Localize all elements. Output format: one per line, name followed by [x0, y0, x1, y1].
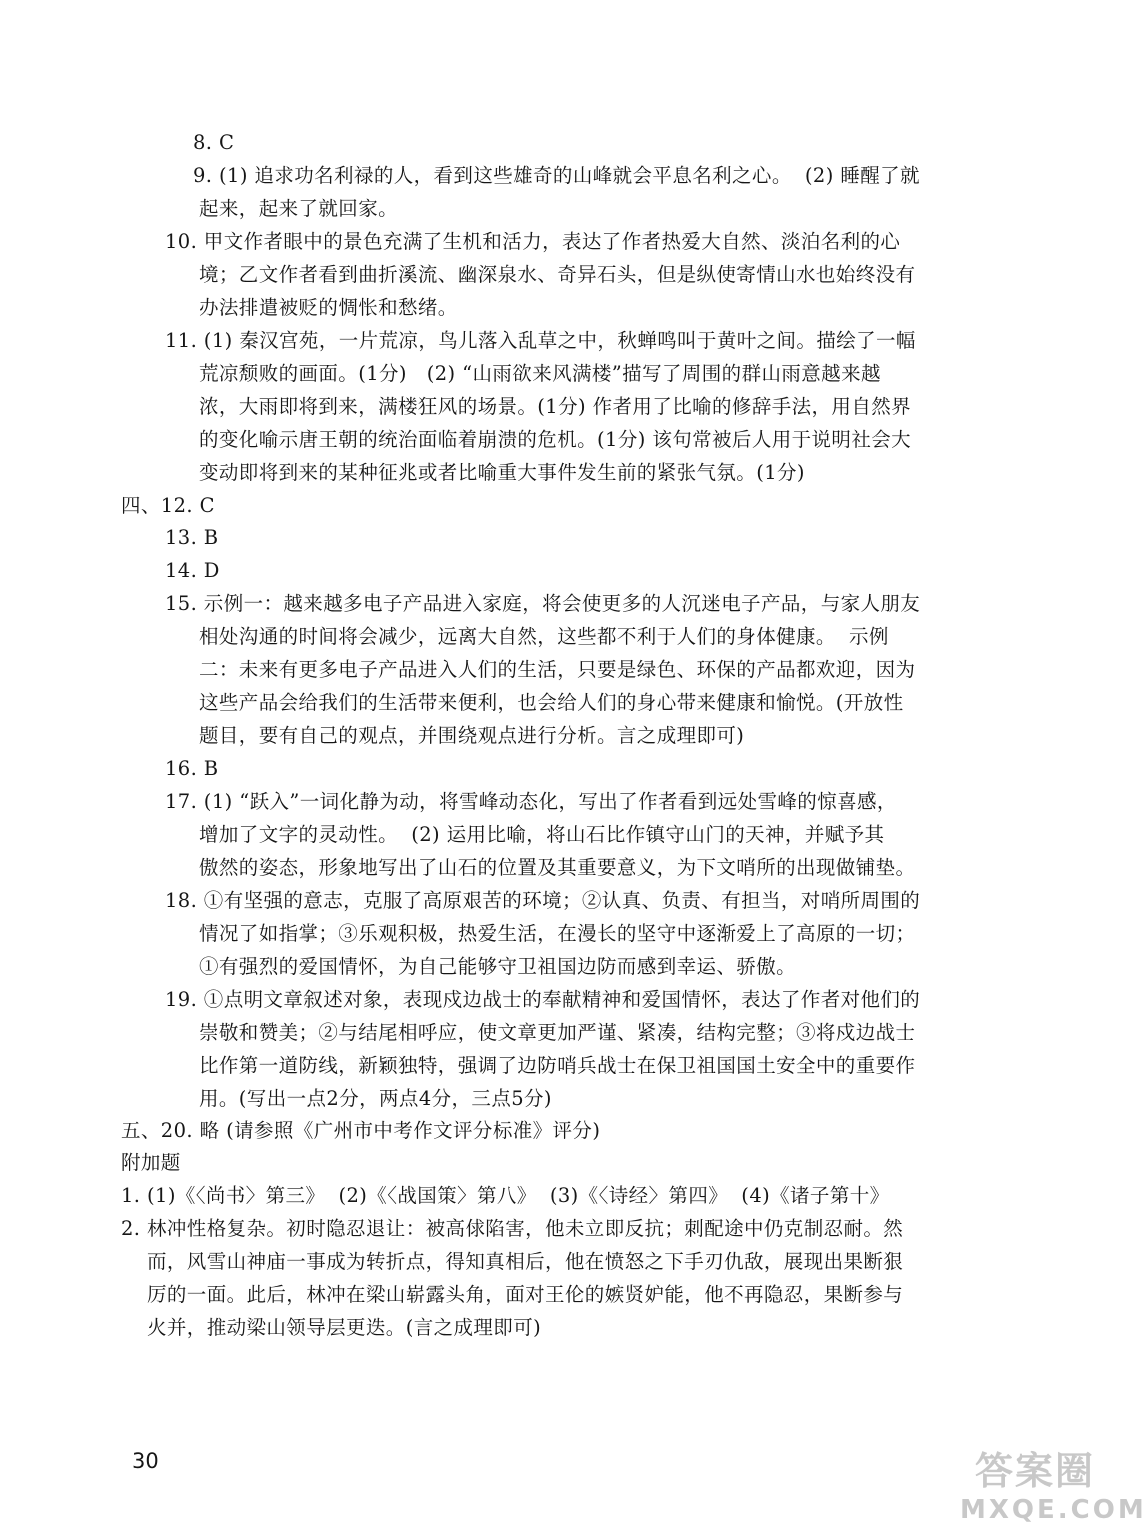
- answer-line: 16. B: [165, 757, 219, 780]
- watermark-logo: [960, 1448, 1147, 1530]
- answer-line: 19. ①点明文章叙述对象，表现戍边战士的奉献精神和爱国情怀，表达了作者对他们的: [165, 988, 921, 1011]
- answer-line: 厉的一面。此后，林冲在梁山崭露头角，面对王伦的嫉贤妒能，他不再隐忍，果断参与: [147, 1283, 904, 1306]
- answer-line: 9. (1) 追求功名利禄的人，看到这些雄奇的山峰就会平息名利之心。 (2) 睡醒了就: [193, 164, 920, 187]
- section-heading: 附加题: [121, 1151, 181, 1174]
- answer-line: 傲然的姿态，形象地写出了山石的位置及其重要意义，为下文哨所的出现做铺垫。: [199, 856, 916, 879]
- answer-line: 二：未来有更多电子产品进入人们的生活，只要是绿色、环保的产品都欢迎，因为: [199, 658, 916, 681]
- answer-line: 崇敬和赞美；②与结尾相呼应，使文章更加严谨、紧凑，结构完整；③将戍边战士: [199, 1021, 916, 1044]
- answer-line: 境；乙文作者看到曲折溪流、幽深泉水、奇异石头，但是纵使寄情山水也始终没有: [199, 263, 916, 286]
- answer-line: 情况了如指掌；③乐观积极，热爱生活，在漫长的坚守中逐渐爱上了高原的一切；: [199, 922, 916, 945]
- answer-line: 比作第一道防线，新颖独特，强调了边防哨兵战士在保卫祖国国土安全中的重要作: [199, 1054, 916, 1077]
- answer-line: 10. 甲文作者眼中的景色充满了生机和活力，表达了作者热爱大自然、淡泊名利的心: [165, 230, 901, 253]
- answer-line: 17. (1) “跃入”一词化静为动，将雪峰动态化，写出了作者看到远处雪峰的惊喜感，: [165, 790, 897, 813]
- section-heading: 五、20. 略 (请参照《广州市中考作文评分标准》评分): [121, 1119, 601, 1142]
- answer-line: 的变化喻示唐王朝的统治面临着崩溃的危机。(1分) 该句常被后人用于说明社会大: [199, 428, 912, 451]
- answer-line: 办法排遣被贬的惆怅和愁绪。: [199, 296, 458, 319]
- section-heading: 四、12. C: [121, 494, 215, 517]
- answer-line: 13. B: [165, 526, 219, 549]
- answer-line: 11. (1) 秦汉宫苑，一片荒凉，鸟儿落入乱草之中，秋蝉鸣叫于黄叶之间。描绘了一幅: [165, 329, 916, 352]
- answer-line: 这些产品会给我们的生活带来便利，也会给人们的身心带来健康和愉悦。(开放性: [199, 691, 904, 714]
- answer-line: 1. (1)《〈尚书〉第三》 (2)《〈战国策〉第八》 (3)《〈诗经〉第四》 (4)《诸子第十》: [121, 1184, 890, 1207]
- answer-line: 8. C: [193, 131, 235, 154]
- watermark-title: 答案圈: [974, 1449, 1095, 1493]
- answer-line: 18. ①有坚强的意志，克服了高原艰苦的环境；②认真、负责、有担当，对哨所周围的: [165, 889, 921, 912]
- answer-line: 浓，大雨即将到来，满楼狂风的场景。(1分) 作者用了比喻的修辞手法，用自然界: [199, 395, 912, 418]
- answer-line: 变动即将到来的某种征兆或者比喻重大事件发生前的紧张气氛。(1分): [199, 461, 805, 484]
- answer-line: 而，风雪山神庙一事成为转折点，得知真相后，他在愤怒之下手刃仇敌，展现出果断狠: [147, 1250, 904, 1273]
- answer-line: 用。(写出一点2分，两点4分，三点5分): [199, 1087, 552, 1110]
- answer-line: 相处沟通的时间将会减少，远离大自然，这些都不利于人们的身体健康。 示例: [199, 625, 889, 648]
- answer-line: ①有强烈的爱国情怀，为自己能够守卫祖国边防而感到幸运、骄傲。: [199, 955, 797, 978]
- answer-line: 起来，起来了就回家。: [199, 197, 399, 220]
- answer-line: 火并，推动梁山领导层更迭。(言之成理即可): [147, 1316, 542, 1339]
- answer-line: 15. 示例一：越来越多电子产品进入家庭，将会使更多的人沉迷电子产品，与家人朋友: [165, 592, 921, 615]
- answer-line: 14. D: [165, 559, 220, 582]
- answer-line: 荒凉颓败的画面。(1分) (2) “山雨欲来风满楼”描写了周围的群山雨意越来越: [199, 362, 881, 385]
- answer-line: 题目，要有自己的观点，并围绕观点进行分析。言之成理即可): [199, 724, 745, 747]
- answer-line: 增加了文字的灵动性。 (2) 运用比喻，将山石比作镇守山门的天神，并赋予其: [199, 823, 885, 846]
- page-number: 30: [132, 1449, 159, 1473]
- watermark-url: MXQE.COM: [960, 1495, 1147, 1525]
- answer-line: 2. 林冲性格复杂。初时隐忍退让：被高俅陷害，他未立即反抗；刺配途中仍克制忍耐。然: [121, 1217, 904, 1240]
